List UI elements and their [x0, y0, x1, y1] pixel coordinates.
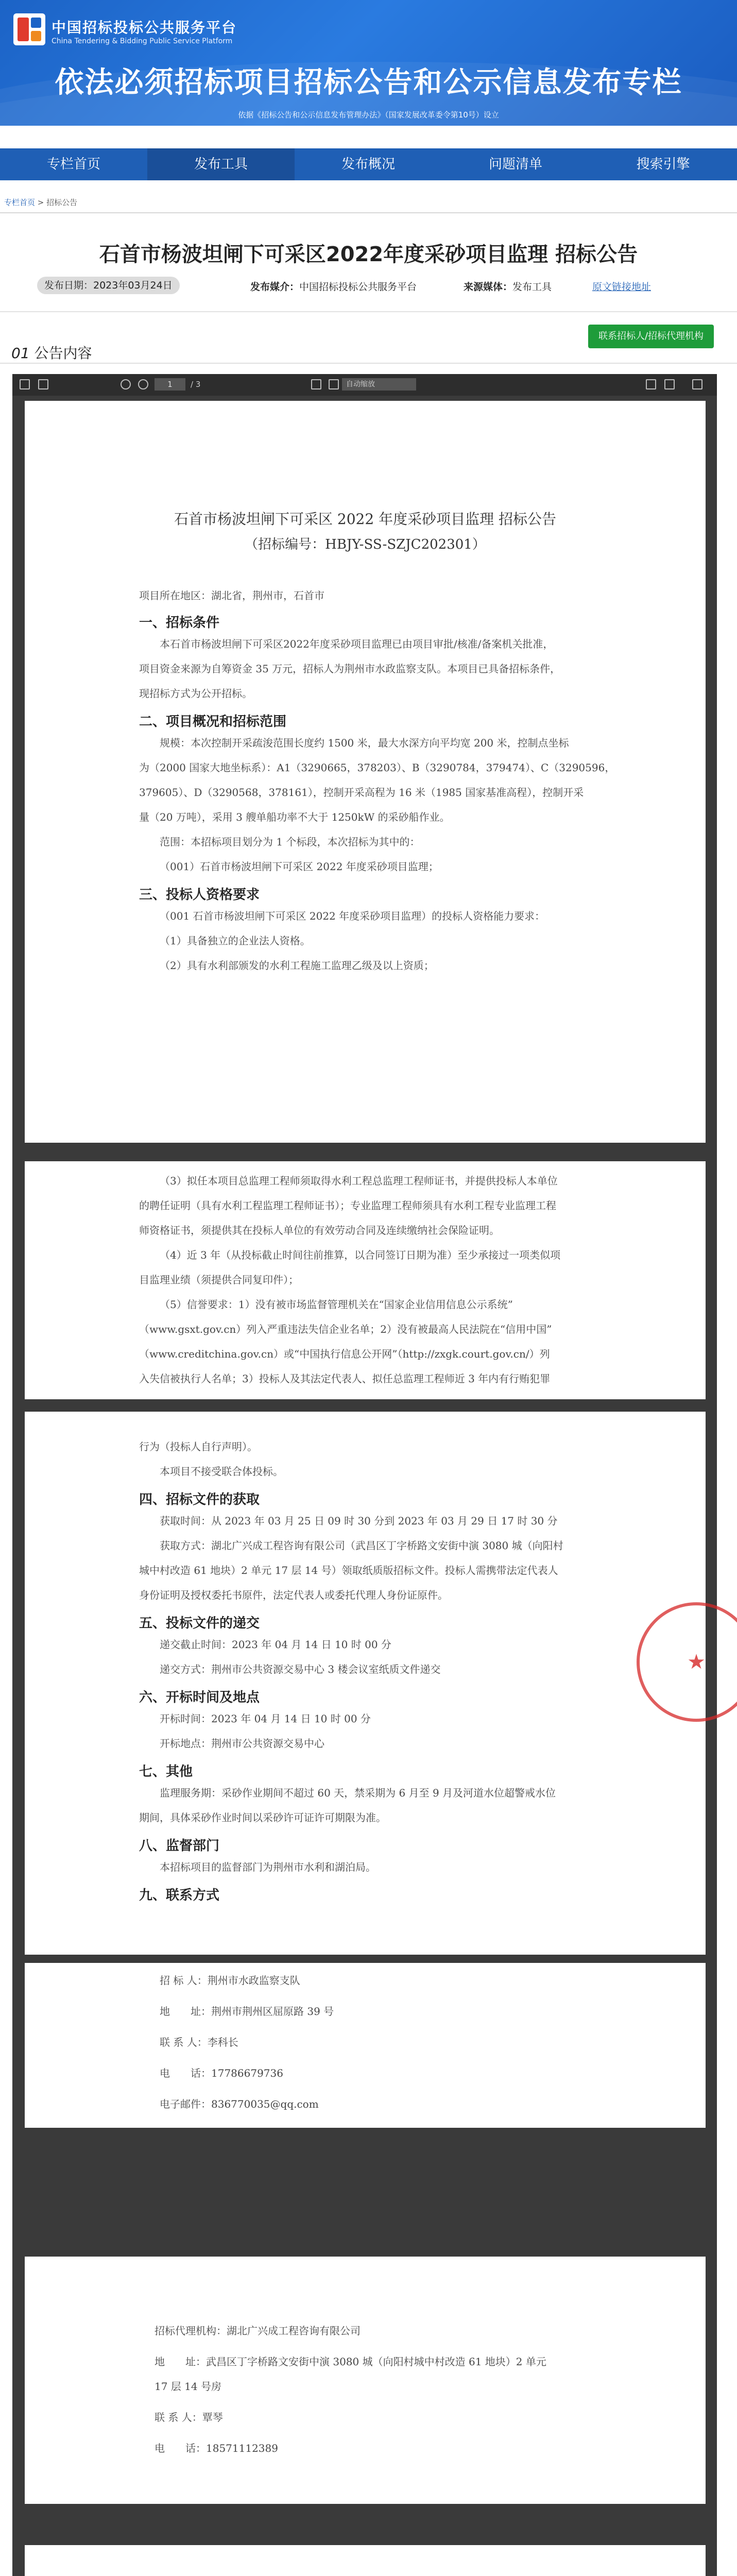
platform-logo-icon[interactable]	[13, 13, 45, 45]
doc-line: （001）石首市杨波坦闸下可采区 2022 年度采砂项目监理；	[160, 860, 439, 873]
doc-line: 的聘任证明（具有水利工程监理工程师证书）；专业监理工程师须具有水利工程专业监理工程	[139, 1199, 556, 1212]
doc-line: （3）拟任本项目总监理工程师须取得水利工程总监理工程师证书，并提供投标人本单位	[160, 1175, 558, 1187]
agency-address: 地 址：武昌区丁字桥路文安街中演 3080 城（向阳村城中村改造 61 地块）2 单元	[155, 2355, 546, 2368]
doc-line: （www.creditchina.gov.cn）或“中国执行信息公开网”（http://zxgk.court.gov.cn/）列	[139, 1348, 550, 1360]
sidebar-toggle-icon[interactable]	[20, 379, 30, 389]
doc-line: 获取时间：从 2023 年 03 月 25 日 09 时 30 分到 2023 年 03 月 29 日 17 时 30 分	[160, 1515, 558, 1527]
source-media-label: 发布媒介：	[250, 281, 300, 293]
agency-phone: 电 话：18571112389	[155, 2442, 278, 2454]
page-gap	[25, 1399, 706, 1412]
doc-heading: 七、其他	[139, 1764, 193, 1780]
doc-heading: 四、招标文件的获取	[139, 1492, 260, 1507]
doc-line: 行为（投标人自行声明）。	[139, 1440, 258, 1453]
doc-code: （招标编号：HBJY-SS-SZJC202301）	[245, 537, 486, 552]
doc-line: 开标时间：2023 年 04 月 14 日 10 时 00 分	[160, 1713, 371, 1725]
doc-line: 目监理业绩（须提供合同复印件）；	[139, 1274, 299, 1286]
doc-line: 本石首市杨波坦闸下可采区2022年度采砂项目监理已由项目审批/核准/备案机关批准，	[160, 638, 554, 650]
next-page-icon[interactable]	[138, 379, 148, 389]
zoom-in-icon[interactable]	[329, 379, 339, 389]
doc-line: （5）信誉要求：1）没有被市场监督管理机关在“国家企业信用信息公示系统”	[160, 1298, 513, 1311]
doc-line: 量（20 万吨），采用 3 艘单船功率不大于 1250kW 的采砂船作业。	[139, 811, 450, 823]
source-media-value: 中国招标投标公共服务平台	[299, 281, 417, 293]
brand-name-en: China Tendering & Bidding Public Service Platform	[52, 37, 233, 45]
zoom-out-icon[interactable]	[311, 379, 321, 389]
nav-item-issues[interactable]: 问题清单	[488, 157, 542, 172]
divider	[0, 311, 737, 312]
doc-heading: 三、投标人资格要求	[139, 887, 260, 903]
doc-line: 17 层 14 号房	[155, 2380, 221, 2393]
doc-heading: 五、投标文件的递交	[139, 1616, 260, 1631]
source-media	[250, 279, 417, 293]
nav-item-tools[interactable]: 发布工具	[147, 148, 295, 180]
pdf-page-4	[25, 2257, 706, 2504]
doc-line: 开标地点：荆州市公共资源交易中心	[160, 1737, 324, 1750]
doc-line: 规模：本次控制开采疏浚范围长度约 1500 米，最大水深方向平均宽 200 米，控制点坐标	[160, 737, 569, 749]
agency-contact: 联 系 人：覃琴	[155, 2411, 223, 2424]
doc-line: 为（2000 国家大地坐标系）：A1（3290665，378203）、B（3290784，379474）、C（3290596，	[139, 761, 615, 774]
contact-tenderer: 招 标 人：荆州市水政监察支队	[160, 1974, 300, 1987]
doc-line: 期间，具体采砂作业时间以采砂许可证许可期限为准。	[139, 1811, 386, 1824]
doc-line: 递交截止时间：2023 年 04 月 14 日 10 时 00 分	[160, 1638, 391, 1651]
doc-heading: 八、监督部门	[139, 1838, 220, 1854]
page-number-input[interactable]: 1	[155, 378, 185, 391]
page-gap	[25, 2504, 706, 2545]
contact-email: 电子邮件：836770035@qq.com	[160, 2098, 319, 2110]
doc-line: （2）具有水利部颁发的水利工程施工监理乙级及以上资质；	[160, 959, 434, 972]
page-gap	[25, 2128, 706, 2257]
brand-name-cn: 中国招标投标公共服务平台	[52, 19, 237, 36]
doc-line: 本项目不接受联合体投标。	[160, 1465, 283, 1478]
zoom-select[interactable]: 自动缩放	[342, 378, 416, 391]
pdf-page-5	[25, 2545, 706, 2576]
page-banner-title: 依法必须招标项目招标公告和公示信息发布专栏	[55, 66, 682, 99]
doc-line: （4）近 3 年（从投标截止时间往前推算，以合同签订日期为准）至少承接过一项类似项	[160, 1249, 561, 1261]
origin-media-value: 发布工具	[512, 281, 552, 293]
nav-item-home[interactable]: 专栏首页	[46, 157, 100, 172]
doc-line: 项目资金来源为自筹资金 35 万元，招标人为荆州市水政监察支队。本项目已具备招标条件，	[139, 663, 561, 675]
doc-line: 身份证明及授权委托书原件，法定代表人或委托代理人身份证原件。	[139, 1589, 448, 1601]
banner-basis-text: 依据《招标公告和公示信息发布管理办法》（国家发展改革委令第10号）设立	[238, 110, 499, 120]
previous-page-icon[interactable]	[121, 379, 131, 389]
contact-person: 联 系 人：李科长	[160, 2036, 238, 2048]
doc-line: 获取方式：湖北广兴成工程咨询有限公司（武昌区丁字桥路文安街中演 3080 城（向阳村	[160, 1539, 563, 1552]
doc-heading: 九、联系方式	[139, 1888, 220, 1903]
doc-line: 项目所在地区：湖北省，荆州市，石首市	[139, 589, 324, 602]
contact-tenderer-button[interactable]: 联系招标人/招标代理机构	[588, 325, 714, 348]
breadcrumb-current: 招标公告	[46, 198, 78, 207]
origin-media-label: 来源媒体：	[464, 281, 513, 293]
main-nav	[0, 148, 737, 180]
doc-line: 师资格证书，须提供其在投标人单位的有效劳动合同及连续缴纳社会保险证明。	[139, 1224, 500, 1236]
tools-menu-icon[interactable]	[692, 379, 702, 389]
origin-media	[464, 279, 552, 293]
breadcrumb	[4, 197, 77, 208]
doc-heading: 一、招标条件	[139, 615, 220, 631]
doc-line: 入失信被执行人名单；3）投标人及其法定代表人、拟任总监理工程师近 3 年内有行贿犯罪	[139, 1372, 551, 1385]
divider	[0, 363, 737, 364]
original-link[interactable]: 原文链接地址	[592, 281, 652, 293]
agency-name: 招标代理机构：湖北广兴成工程咨询有限公司	[155, 2325, 361, 2337]
contact-address: 地 址：荆州市荆州区屈原路 39 号	[160, 2005, 334, 2018]
find-icon[interactable]	[38, 379, 48, 389]
doc-line: 现招标方式为公开招标。	[139, 687, 252, 700]
doc-line: 379605）、D（3290568，378161），控制开采高程为 16 米（1985 国家基准高程），控制开采	[139, 786, 584, 799]
divider	[0, 212, 737, 213]
page-title: 石首市杨波坦闸下可采区2022年度采砂项目监理 招标公告	[99, 243, 638, 266]
doc-heading: 六、开标时间及地点	[139, 1690, 260, 1705]
doc-line: 范围：本招标项目划分为 1 个标段，本次招标为其中的：	[160, 836, 420, 848]
page-count: / 3	[191, 380, 201, 389]
doc-line: （001 石首市杨波坦闸下可采区 2022 年度采砂项目监理）的投标人资格能力要求：	[160, 910, 545, 922]
section-label: 公告内容	[34, 345, 92, 362]
doc-line: 城中村改造 61 地块）2 单元 17 层 14 号）领取纸质版招标文件。投标人需携带法定代表人	[139, 1564, 558, 1577]
download-icon[interactable]	[646, 379, 656, 389]
doc-line: 本招标项目的监督部门为荆州市水利和湖泊局。	[160, 1861, 376, 1873]
doc-title: 石首市杨波坦闸下可采区 2022 年度采砂项目监理 招标公告	[174, 511, 556, 528]
contact-phone: 电 话：17786679736	[160, 2067, 283, 2079]
doc-heading: 二、项目概况和招标范围	[139, 714, 287, 730]
publish-date: 发布日期：2023年03月24日	[37, 277, 180, 294]
nav-item-search[interactable]: 搜索引擎	[636, 157, 690, 172]
doc-line: 递交方式：荆州市公共资源交易中心 3 楼会议室纸质文件递交	[160, 1663, 441, 1675]
print-icon[interactable]	[664, 379, 675, 389]
doc-line: （www.gsxt.gov.cn）列入严重违法失信企业名单；2）没有被最高人民法院在“信用中国”	[139, 1323, 552, 1335]
doc-line: 监理服务期：采砂作业期间不超过 60 天，禁采期为 6 月至 9 月及河道水位超警戒水位	[160, 1787, 556, 1799]
section-number: 01	[11, 345, 30, 362]
nav-item-overview[interactable]: 发布概况	[341, 157, 395, 172]
breadcrumb-separator: >	[37, 198, 44, 207]
breadcrumb-home[interactable]: 专栏首页	[4, 198, 36, 207]
doc-line: （1）具备独立的企业法人资格。	[160, 935, 311, 947]
section-header-content	[11, 342, 92, 363]
official-seal-icon: ★	[637, 1602, 737, 1722]
